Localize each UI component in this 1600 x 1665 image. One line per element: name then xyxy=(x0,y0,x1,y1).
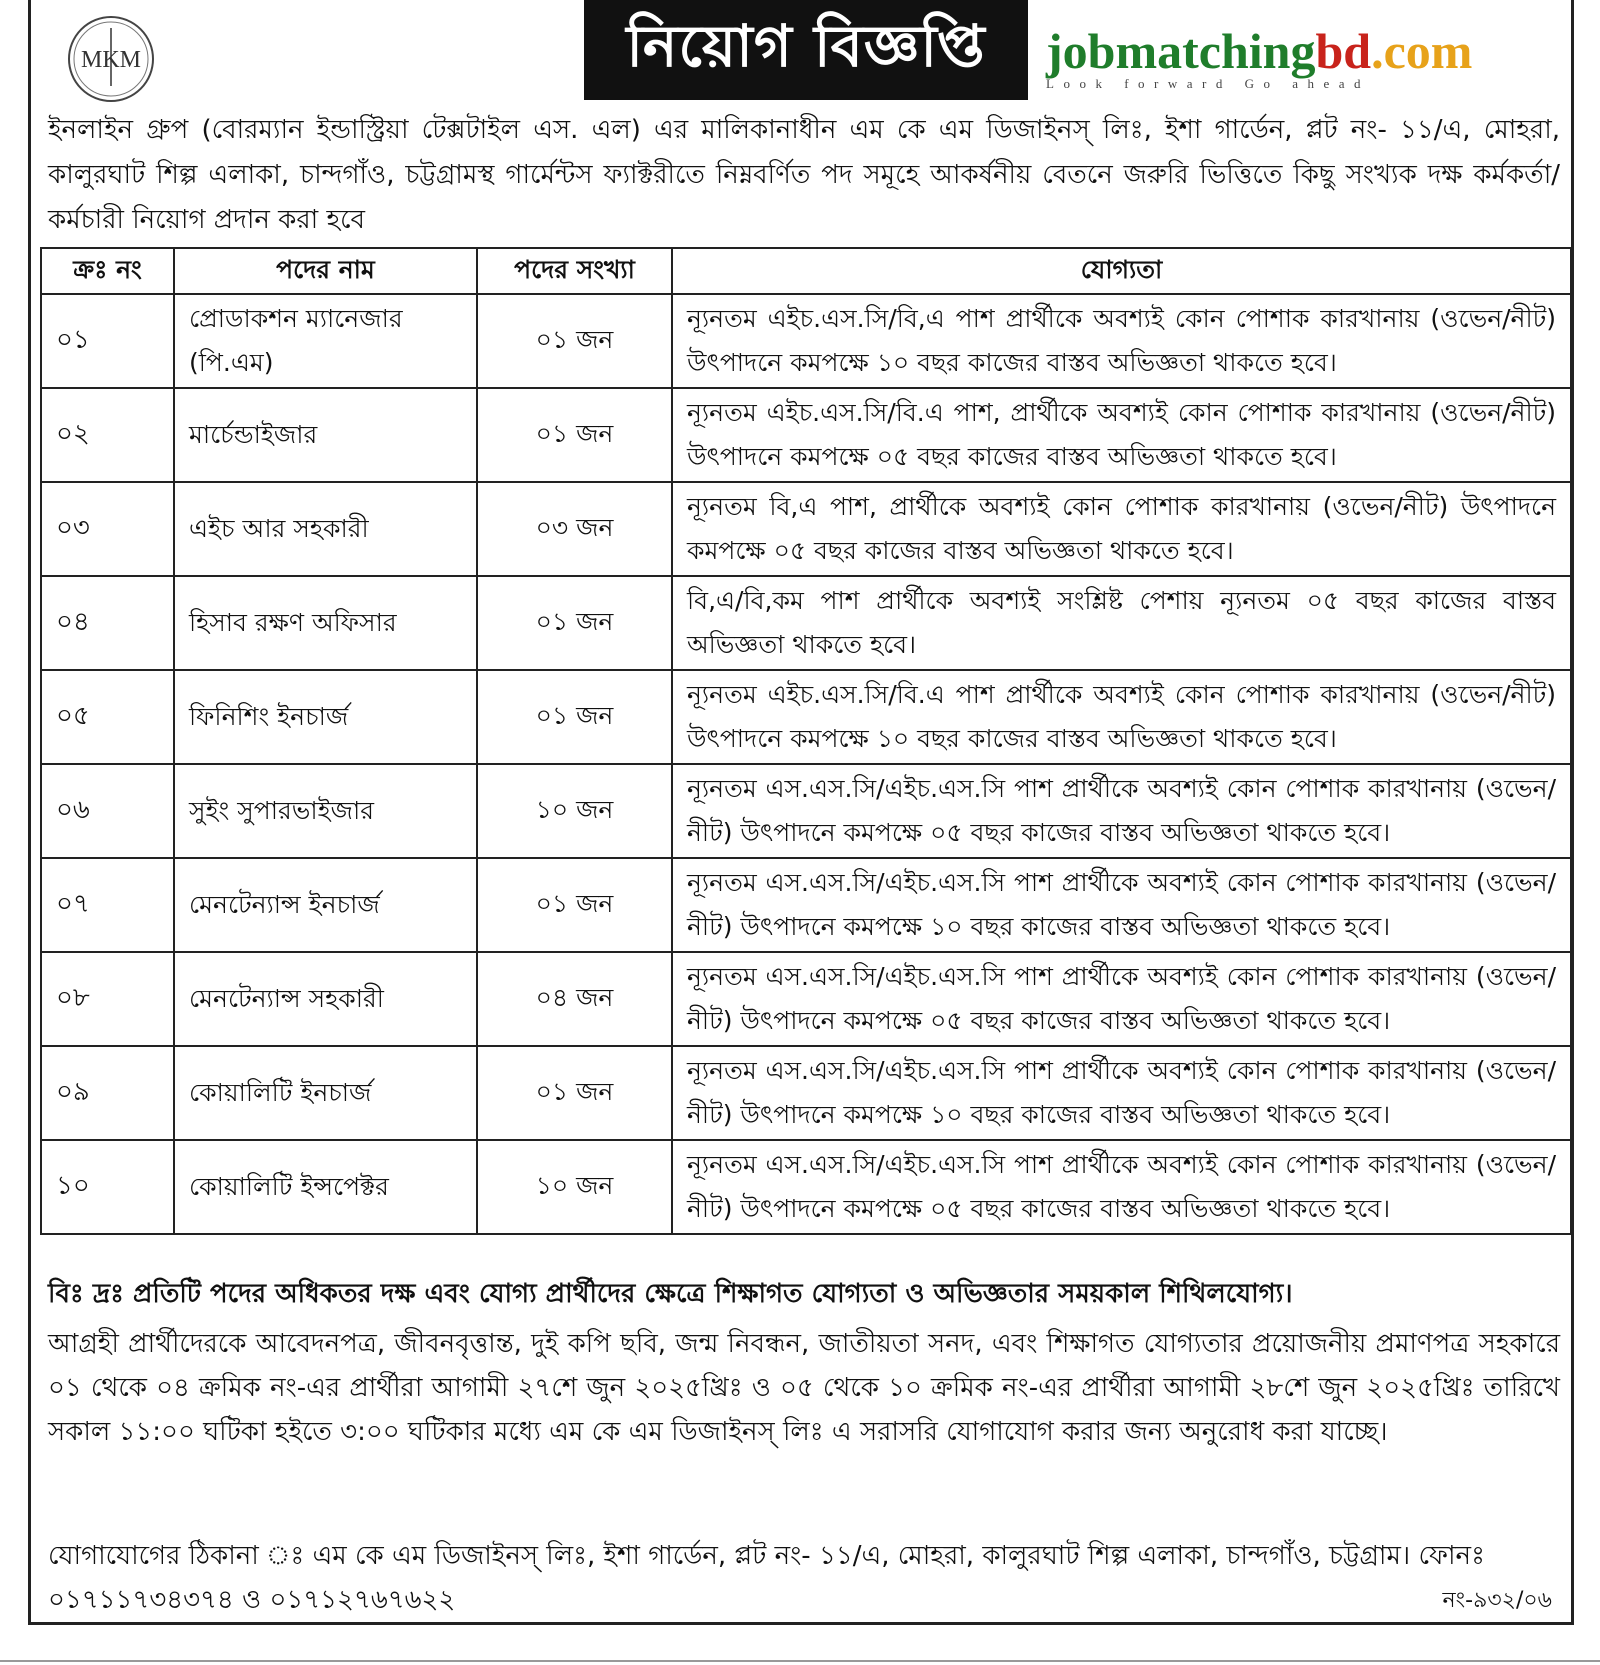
watermark-logo: jobmatchingbd.com xyxy=(1046,23,1473,79)
cell-serial: ০২ xyxy=(41,388,174,482)
cell-serial: ০৩ xyxy=(41,482,174,576)
table-row xyxy=(41,482,1571,576)
cell-post: এইচ আর সহকারী xyxy=(174,482,477,576)
cell-serial: ১০ xyxy=(41,1140,174,1234)
cell-qualification: ন্যূনতম এস.এস.সি/এইচ.এস.সি পাশ প্রার্থীকে অবশ্যই কোন পোশাক কারখানায় (ওভেন/নীট) উৎপাদনে কমপক্ষে ০৫ বছর কাজের বাস্তব অভিজ্ঞতা থাকতে হবে। xyxy=(672,952,1571,1046)
cell-serial: ০৫ xyxy=(41,670,174,764)
cell-count: ০৩ জন xyxy=(477,482,672,576)
cell-count: ০১ জন xyxy=(477,858,672,952)
table-row xyxy=(41,858,1571,952)
cell-qualification: ন্যূনতম বি,এ পাশ, প্রার্থীকে অবশ্যই কোন পোশাক কারখানায় (ওভেন/নীট) উৎপাদনে কমপক্ষে ০৫ বছর কাজের বাস্তব অভিজ্ঞতা থাকতে হবে। xyxy=(672,482,1571,576)
cell-post: ফিনিশিং ইনচার্জ xyxy=(174,670,477,764)
cell-count: ১০ জন xyxy=(477,1140,672,1234)
cell-serial: ০১ xyxy=(41,294,174,388)
company-logo xyxy=(66,14,156,104)
bottom-divider xyxy=(0,1660,1600,1662)
cell-serial: ০৪ xyxy=(41,576,174,670)
note-paragraph: বিঃ দ্রঃ প্রতিটি পদের অধিকতর দক্ষ এবং যোগ্য প্রার্থীদের ক্ষেত্রে শিক্ষাগত যোগ্যতা ও অভিজ্ঞতার সময়কাল শিথিলযোগ্য। xyxy=(48,1279,1293,1309)
cell-post: হিসাব রক্ষণ অফিসার xyxy=(174,576,477,670)
cell-post: প্রোডাকশন ম্যানেজার (পি.এম) xyxy=(174,294,477,388)
cell-post: মেনটেন্যান্স ইনচার্জ xyxy=(174,858,477,952)
cell-count: ০১ জন xyxy=(477,670,672,764)
page-title: নিয়োগ বিজ্ঞপ্তি xyxy=(584,0,1028,100)
cell-qualification: ন্যূনতম এস.এস.সি/এইচ.এস.সি পাশ প্রার্থীকে অবশ্যই কোন পোশাক কারখানায় (ওভেন/নীট) উৎপাদনে কমপক্ষে ১০ বছর কাজের বাস্তব অভিজ্ঞতা থাকতে হবে। xyxy=(672,858,1571,952)
cell-post: কোয়ালিটি ইন্সপেক্টর xyxy=(174,1140,477,1234)
cell-count: ০১ জন xyxy=(477,576,672,670)
table-row xyxy=(41,952,1571,1046)
header-serial: ক্রঃ নং xyxy=(41,248,174,294)
watermark-tagline: Look forward Go ahead xyxy=(1046,76,1371,91)
reference-number: নং-৯৩২/০৬ xyxy=(1442,1588,1552,1613)
table-row xyxy=(41,576,1571,670)
table-row xyxy=(41,764,1571,858)
cell-qualification: ন্যূনতম এইচ.এস.সি/বি.এ পাশ, প্রার্থীকে অবশ্যই কোন পোশাক কারখানায় (ওভেন/নীট) উৎপাদনে কমপক্ষে ০৫ বছর কাজের বাস্তব অভিজ্ঞতা থাকতে হবে। xyxy=(672,388,1571,482)
table-row xyxy=(41,388,1571,482)
cell-qualification: ন্যূনতম এস.এস.সি/এইচ.এস.সি পাশ প্রার্থীকে অবশ্যই কোন পোশাক কারখানায় (ওভেন/নীট) উৎপাদনে কমপক্ষে ১০ বছর কাজের বাস্তব অভিজ্ঞতা থাকতে হবে। xyxy=(672,1046,1571,1140)
cell-serial: ০৯ xyxy=(41,1046,174,1140)
header-post: পদের নাম xyxy=(174,248,477,294)
vacancy-table xyxy=(40,247,1572,1235)
cell-qualification: ন্যূনতম এস.এস.সি/এইচ.এস.সি পাশ প্রার্থীকে অবশ্যই কোন পোশাক কারখানায় (ওভেন/নীট) উৎপাদনে কমপক্ষে ০৫ বছর কাজের বাস্তব অভিজ্ঞতা থাকতে হবে। xyxy=(672,764,1571,858)
table-row xyxy=(41,294,1571,388)
table-row xyxy=(41,1046,1571,1140)
table-row xyxy=(41,1140,1571,1234)
contact-paragraph: যোগাযোগের ঠিকানা ঃ এম কে এম ডিজাইনস্ লিঃ, ইশা গার্ডেন, প্লট নং- ১১/এ, মোহরা, কালুরঘাট শিল্প এলাকা, চান্দগাঁও, চট্টগ্রাম। ফোনঃ ০১৭১১৭৩৪৩৭৪ ও ০১৭১২৭৬৭৬২২ xyxy=(48,1541,1485,1615)
table-header-row xyxy=(41,248,1571,294)
application-paragraph: আগ্রহী প্রার্থীদেরকে আবেদনপত্র, জীবনবৃত্তান্ত, দুই কপি ছবি, জন্ম নিবন্ধন, জাতীয়তা সনদ, এবং শিক্ষাগত যোগ্যতার প্রয়োজনীয় প্রমাণপত্র সহকারে ০১ থেকে ০৪ ক্রমিক নং-এর প্রার্থীরা আগামী ২৭শে জুন ২০২৫খ্রিঃ ও ০৫ থেকে ১০ ক্রমিক নং-এর প্রার্থীরা আগামী ২৮শে জুন ২০২৫খ্রিঃ তারিখে সকাল ১১:০০ ঘটিকা হইতে ৩:০০ ঘটিকার মধ্যে এম কে এম ডিজাইনস্ লিঃ এ সরাসরি যোগাযোগ করার জন্য অনুরোধ করা যাচ্ছে। xyxy=(48,1329,1560,1447)
cell-count: ০১ জন xyxy=(477,388,672,482)
cell-count: ০৪ জন xyxy=(477,952,672,1046)
cell-count: ০১ জন xyxy=(477,294,672,388)
header-qualification: যোগ্যতা xyxy=(672,248,1571,294)
cell-count: ০১ জন xyxy=(477,1046,672,1140)
header-count: পদের সংখ্যা xyxy=(477,248,672,294)
cell-serial: ০৮ xyxy=(41,952,174,1046)
cell-count: ১০ জন xyxy=(477,764,672,858)
cell-serial: ০৭ xyxy=(41,858,174,952)
cell-post: মার্চেন্ডাইজার xyxy=(174,388,477,482)
cell-post: সুইং সুপারভাইজার xyxy=(174,764,477,858)
cell-serial: ০৬ xyxy=(41,764,174,858)
cell-qualification: ন্যূনতম এস.এস.সি/এইচ.এস.সি পাশ প্রার্থীকে অবশ্যই কোন পোশাক কারখানায় (ওভেন/নীট) উৎপাদনে কমপক্ষে ০৫ বছর কাজের বাস্তব অভিজ্ঞতা থাকতে হবে। xyxy=(672,1140,1571,1234)
cell-qualification: বি,এ/বি,কম পাশ প্রার্থীকে অবশ্যই সংশ্লিষ্ট পেশায় ন্যূনতম ০৫ বছর কাজের বাস্তব অভিজ্ঞতা থাকতে হবে। xyxy=(672,576,1571,670)
cell-qualification: ন্যূনতম এইচ.এস.সি/বি,এ পাশ প্রার্থীকে অবশ্যই কোন পোশাক কারখানায় (ওভেন/নীট) উৎপাদনে কমপক্ষে ১০ বছর কাজের বাস্তব অভিজ্ঞতা থাকতে হবে। xyxy=(672,294,1571,388)
logo-text: MKM xyxy=(80,47,142,73)
intro-paragraph: ইনলাইন গ্রুপ (বোরম্যান ইন্ডাস্ট্রিয়া টেক্সটাইল এস. এল) এর মালিকানাধীন এম কে এম ডিজাইনস্ লিঃ, ইশা গার্ডেন, প্লট নং- ১১/এ, মোহরা, কালুরঘাট শিল্প এলাকা, চান্দগাঁও, চট্টগ্রামস্থ গার্মেন্টস ফ্যাক্টরীতে নিম্নবর্ণিত পদ সমূহে আকর্ষনীয় বেতনে জরুরি ভিত্তিতে কিছু সংখ্যক দক্ষ কর্মকর্তা/কর্মচারী নিয়োগ প্রদান করা হবে xyxy=(48,115,1560,235)
table-row xyxy=(41,670,1571,764)
cell-post: কোয়ালিটি ইনচার্জ xyxy=(174,1046,477,1140)
cell-qualification: ন্যূনতম এইচ.এস.সি/বি.এ পাশ প্রার্থীকে অবশ্যই কোন পোশাক কারখানায় (ওভেন/নীট) উৎপাদনে কমপক্ষে ১০ বছর কাজের বাস্তব অভিজ্ঞতা থাকতে হবে। xyxy=(672,670,1571,764)
cell-post: মেনটেন্যান্স সহকারী xyxy=(174,952,477,1046)
watermark xyxy=(1046,23,1572,92)
